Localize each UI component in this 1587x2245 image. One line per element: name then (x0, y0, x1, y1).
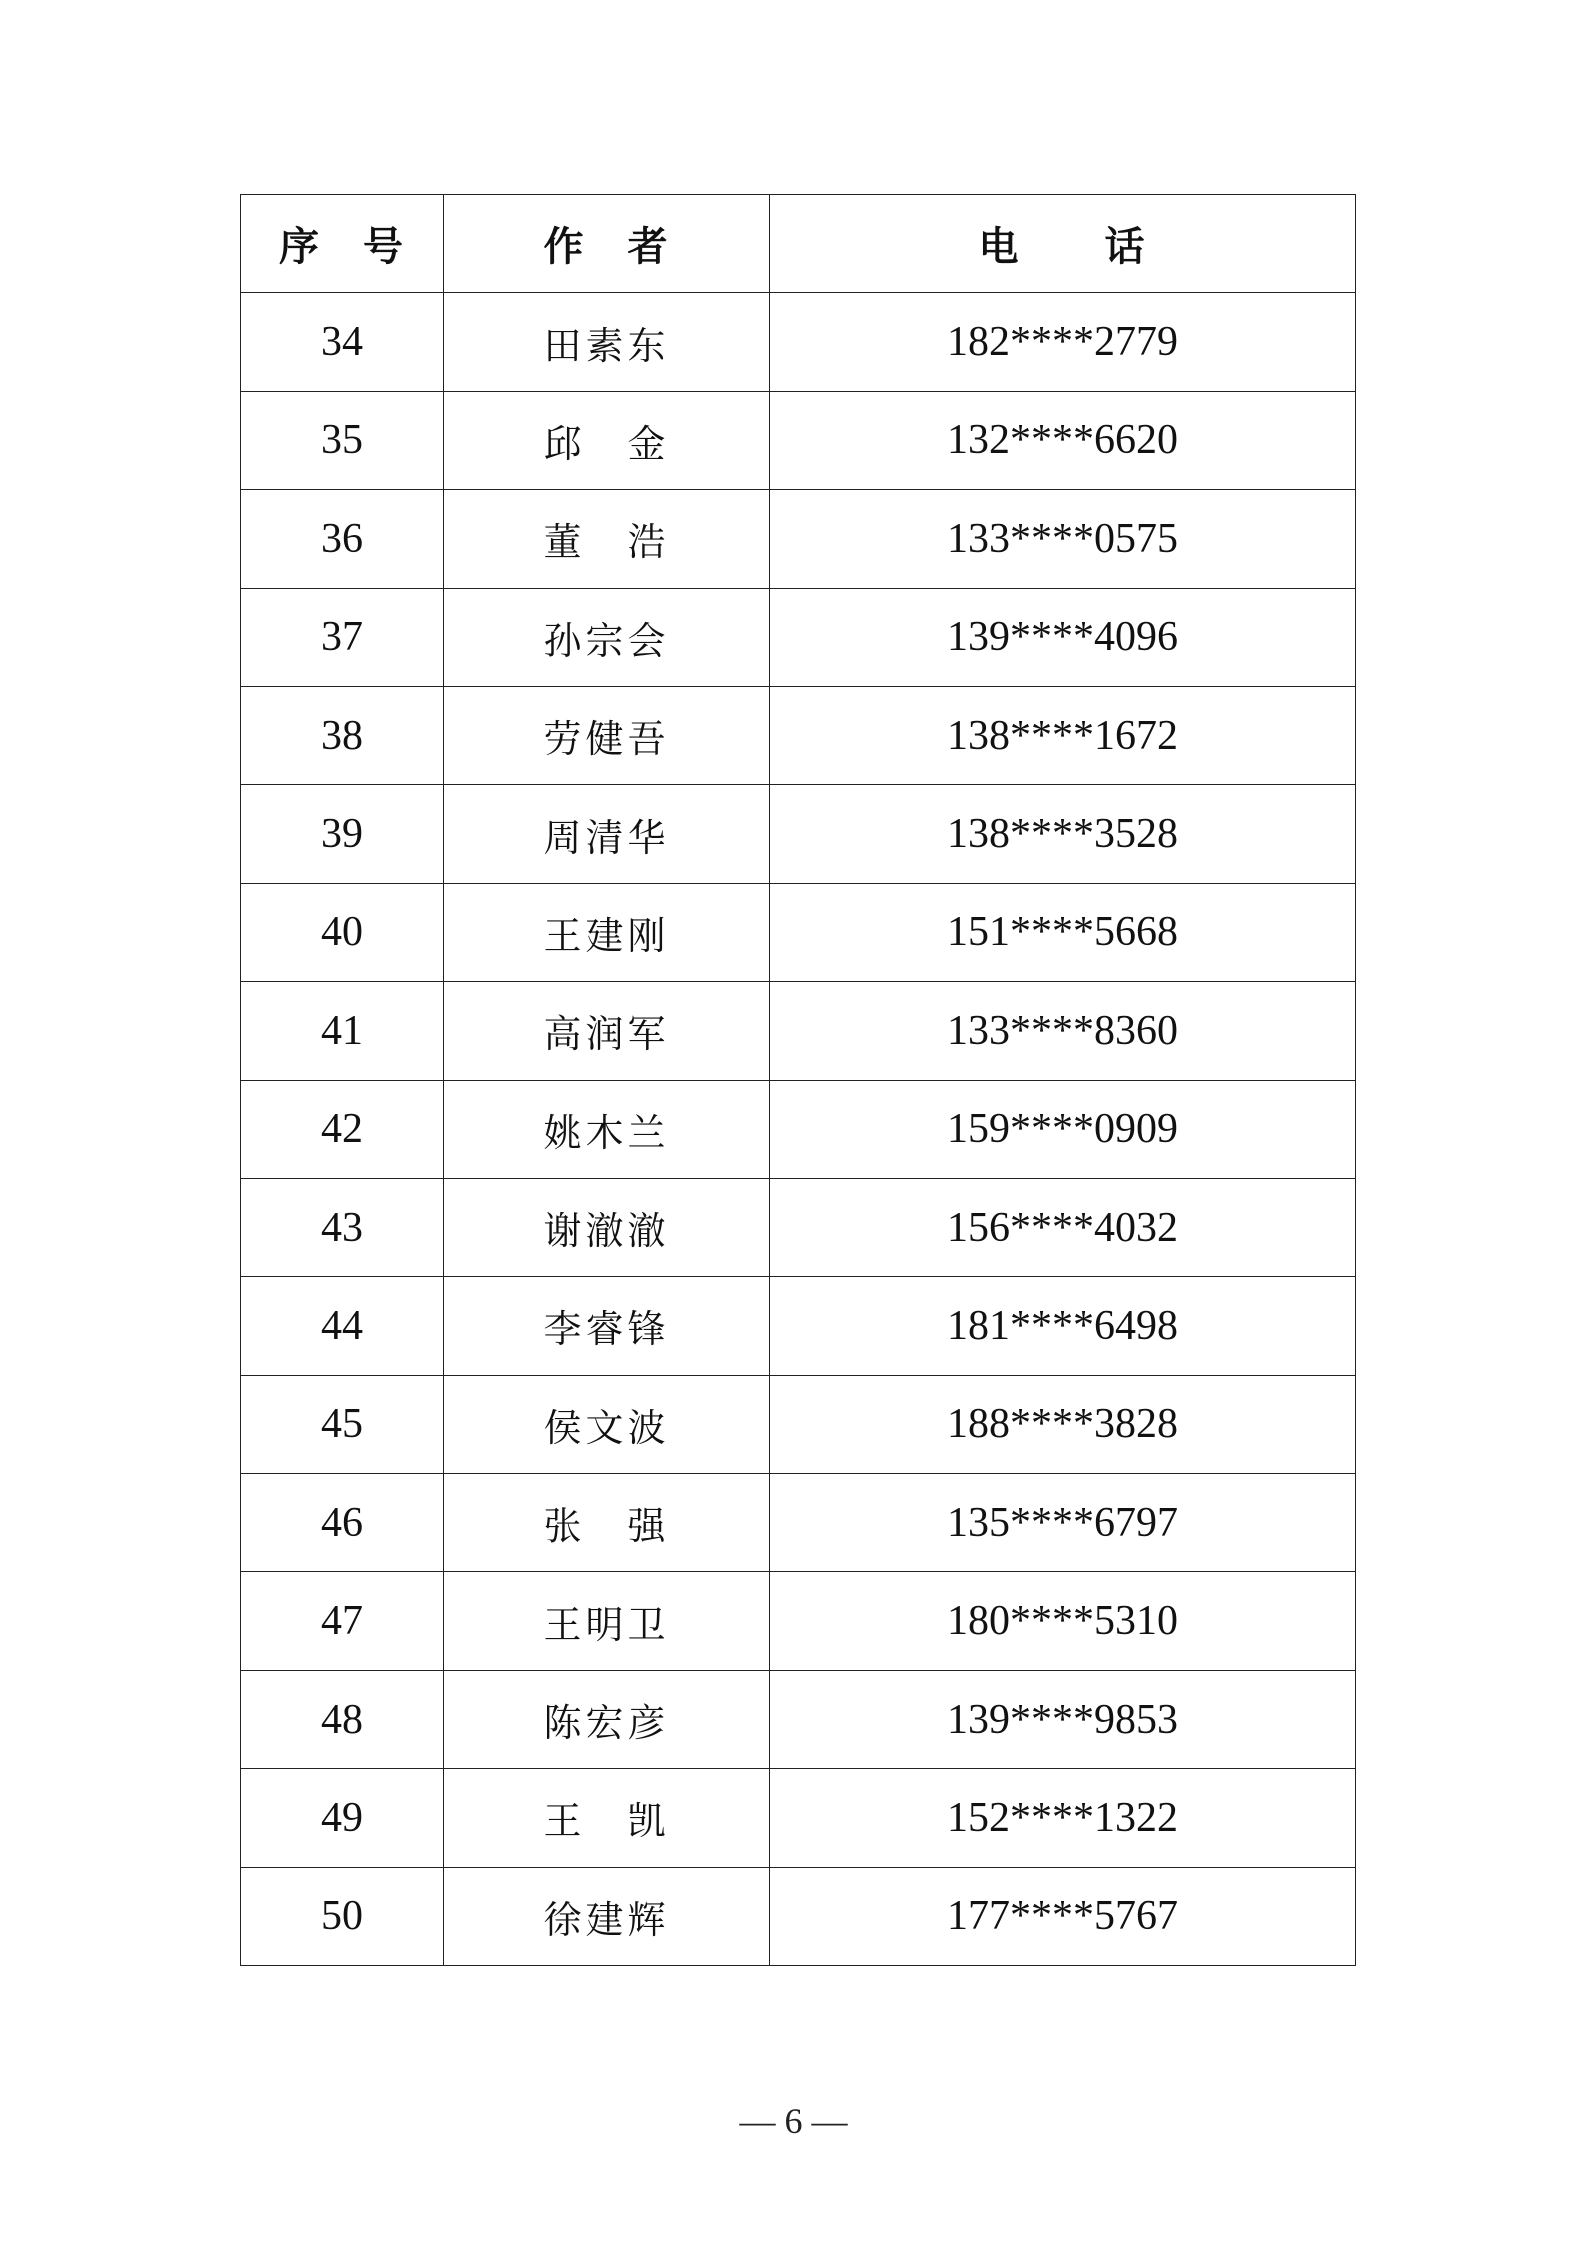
row-author: 王明卫 (444, 1572, 770, 1670)
row-phone: 138****1672 (770, 686, 1356, 784)
row-phone: 152****1322 (770, 1769, 1356, 1867)
row-phone: 139****9853 (770, 1670, 1356, 1768)
row-author: 周清华 (444, 785, 770, 883)
table-row (241, 1080, 1356, 1178)
table-row (241, 1670, 1356, 1768)
row-index: 47 (241, 1572, 444, 1670)
row-phone: 159****0909 (770, 1080, 1356, 1178)
row-phone: 135****6797 (770, 1474, 1356, 1572)
row-author: 徐建辉 (444, 1867, 770, 1965)
row-phone: 133****8360 (770, 982, 1356, 1080)
row-index: 48 (241, 1670, 444, 1768)
row-index: 34 (241, 293, 444, 391)
table-body (241, 293, 1356, 1966)
row-index: 50 (241, 1867, 444, 1965)
table-row (241, 785, 1356, 883)
row-author: 王 凯 (444, 1769, 770, 1867)
table-row (241, 391, 1356, 489)
row-index: 40 (241, 883, 444, 981)
table-header-row (241, 195, 1356, 293)
row-author: 高润军 (444, 982, 770, 1080)
row-index: 39 (241, 785, 444, 883)
table-row (241, 293, 1356, 391)
row-author: 张 强 (444, 1474, 770, 1572)
row-index: 46 (241, 1474, 444, 1572)
row-phone: 156****4032 (770, 1178, 1356, 1276)
table-row (241, 588, 1356, 686)
row-index: 45 (241, 1375, 444, 1473)
row-author: 王建刚 (444, 883, 770, 981)
table-row (241, 1867, 1356, 1965)
row-index: 41 (241, 982, 444, 1080)
row-index: 49 (241, 1769, 444, 1867)
header-author: 作 者 (444, 195, 770, 293)
row-phone: 188****3828 (770, 1375, 1356, 1473)
row-author: 李睿锋 (444, 1277, 770, 1375)
row-author: 董 浩 (444, 490, 770, 588)
table-row (241, 1375, 1356, 1473)
row-phone: 181****6498 (770, 1277, 1356, 1375)
table-row (241, 490, 1356, 588)
table-row (241, 1178, 1356, 1276)
row-index: 35 (241, 391, 444, 489)
row-author: 劳健吾 (444, 686, 770, 784)
row-index: 38 (241, 686, 444, 784)
row-author: 侯文波 (444, 1375, 770, 1473)
table-row (241, 1769, 1356, 1867)
row-index: 36 (241, 490, 444, 588)
row-phone: 182****2779 (770, 293, 1356, 391)
row-index: 44 (241, 1277, 444, 1375)
row-author: 孙宗会 (444, 588, 770, 686)
row-author: 邱 金 (444, 391, 770, 489)
header-index: 序 号 (241, 195, 444, 293)
row-index: 43 (241, 1178, 444, 1276)
row-index: 42 (241, 1080, 444, 1178)
row-phone: 132****6620 (770, 391, 1356, 489)
row-phone: 177****5767 (770, 1867, 1356, 1965)
row-phone: 180****5310 (770, 1572, 1356, 1670)
row-author: 谢澈澈 (444, 1178, 770, 1276)
row-phone: 139****4096 (770, 588, 1356, 686)
table-row (241, 982, 1356, 1080)
row-phone: 151****5668 (770, 883, 1356, 981)
header-phone: 电 话 (770, 195, 1356, 293)
row-index: 37 (241, 588, 444, 686)
table-row (241, 883, 1356, 981)
page-number: — 6 — (739, 2101, 848, 2141)
row-phone: 133****0575 (770, 490, 1356, 588)
table-row (241, 1474, 1356, 1572)
row-author: 姚木兰 (444, 1080, 770, 1178)
row-author: 陈宏彦 (444, 1670, 770, 1768)
table-row (241, 1572, 1356, 1670)
table-row (241, 1277, 1356, 1375)
author-contact-table (240, 194, 1356, 1966)
row-author: 田素东 (444, 293, 770, 391)
row-phone: 138****3528 (770, 785, 1356, 883)
table-row (241, 686, 1356, 784)
